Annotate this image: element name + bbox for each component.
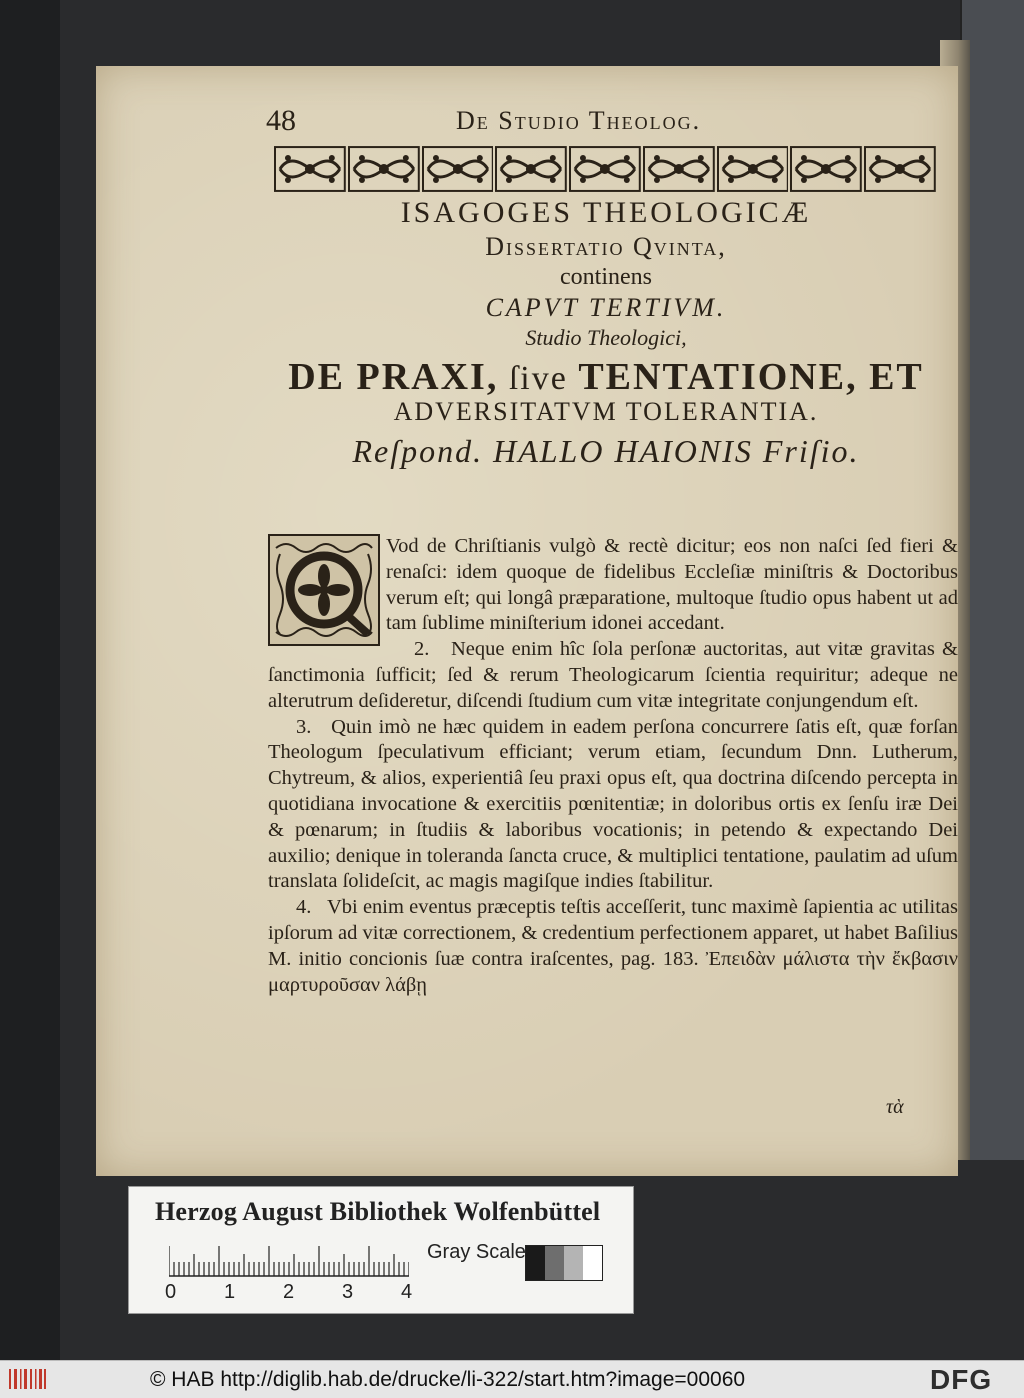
title-line-dissertatio: Dissertatio Qvinta, <box>485 232 727 261</box>
ruler-number: 4 <box>401 1281 413 1303</box>
title-line-de-praxi <box>266 355 946 399</box>
title-line-studio: Studio Theologici, <box>525 325 687 350</box>
library-name: Herzog August Bibliothek Wolfenbüttel <box>155 1197 601 1226</box>
paragraph-1-text: Vod de Chriſtianis vulgò & rectè dicitur; eos non naſci ſed fieri & renaſci: idem quoque de fidelibus Eccleſiæ miniſtris & Doctoribus verum eſt; qui longâ præparatione, multoque ſtudio opus habent ut ad tam ſublime miniſterium idonei accedant. <box>386 535 958 635</box>
drop-cap-q-icon <box>268 534 380 646</box>
footer-copyright-link[interactable]: © HAB http://diglib.hab.de/drucke/li-322/start.htm?image=00060 <box>150 1368 746 1391</box>
ornament-tile-icon <box>348 146 420 192</box>
scan-background-left <box>0 0 60 1360</box>
ruler-number: 0 <box>165 1281 177 1303</box>
title-de-praxi: DE PRAXI, <box>288 356 499 398</box>
title-block <box>266 192 946 470</box>
running-head-title: De Studio Theolog. <box>456 106 702 135</box>
ornament-tile-icon <box>274 146 346 192</box>
paragraph-2 <box>268 637 958 714</box>
running-head <box>266 104 946 144</box>
paragraph-2-number: 2. <box>414 638 430 661</box>
title-line-respondent: Reſpond. HALLO HAIONIS Friſio. <box>352 433 860 469</box>
gray-swatch <box>583 1246 602 1280</box>
footer-bar <box>0 1360 1024 1398</box>
book-page <box>96 66 958 1176</box>
title-tentatione: TENTATIONE, ET <box>578 356 924 398</box>
ornament-tile-icon <box>717 146 789 192</box>
paragraph-4-number: 4. <box>296 896 312 919</box>
title-line-continens: continens <box>560 264 652 290</box>
gray-scale-swatches <box>525 1245 603 1281</box>
paragraph-3-text: Quin imò ne hæc quidem in eadem perſona concurrere ſatis eſt, quæ forſan Theologum ſpeculativum efficiant; verum etiam, ſecundum Dnn. Lutherum, Chytreum, & alios, experientiâ ſeu praxi opus eſt, qua doctrina diſcendo percepta in quotidiana invocatione & exercitiis pœnitentiæ; in doloribus ortis ex ſenſu iræ Dei & pœnarum; in ſtudiis & laboribus vocationis; in petendo & expectando Dei auxilio; denique in toleranda ſancta cruce, & multiplici tentatione, paulatim ad uſum translata ſolideſcit, ac magis magiſque indies ſtabilitur. <box>268 715 958 893</box>
ruler-icon <box>169 1243 409 1277</box>
gray-swatch <box>564 1246 583 1280</box>
gray-scale-label: Gray Scale <box>427 1241 526 1263</box>
page-number: 48 <box>266 104 296 137</box>
paragraph-3 <box>268 715 958 896</box>
title-line-caput: CAPVT TERTIVM. <box>485 293 727 322</box>
title-sive: ſive <box>498 360 579 397</box>
title-line-adversitatum: ADVERSITATVM TOLERANTIA. <box>393 397 819 426</box>
paragraph-3-number: 3. <box>296 715 312 738</box>
ornament-tile-icon <box>643 146 715 192</box>
paragraph-2-text: Neque enim hîc ſola perſonæ auctoritas, aut vitæ gravitas & ſanctimonia ſufficit; ſed & rerum Theologicarum ſcientia requiritur; adeque ne alterutrum deſideretur, diſcendi ſtudium cum vitæ integritate conjungendum eſt. <box>268 638 958 712</box>
ruler-number: 3 <box>342 1281 354 1303</box>
gray-swatch <box>545 1246 564 1280</box>
catchword: τὰ <box>886 1096 904 1118</box>
paragraph-4 <box>268 895 958 998</box>
ornament-tile-icon <box>422 146 494 192</box>
ornament-tile-icon <box>569 146 641 192</box>
ornament-tile-icon <box>864 146 936 192</box>
ruler-number: 1 <box>224 1281 236 1303</box>
ornament-tile-icon <box>495 146 567 192</box>
gray-swatch <box>526 1246 545 1280</box>
ornament-tile-icon <box>790 146 862 192</box>
ornament-band <box>274 146 936 192</box>
barcode-icon <box>8 1367 48 1391</box>
ruler-number: 2 <box>283 1281 295 1303</box>
dfg-logo: DFG <box>930 1364 993 1395</box>
paragraph-4-text: Vbi enim eventus præceptis teſtis acceſſerit, tunc maximè ſapientia ac utilitas ipſorum ad vitæ correctionem, & credentium perfectionem apparet, ut habet Baſilius M. initio concionis ſuæ contra iraſcentes, pag. 183. Ἐπειδὰν μάλιστα τὴν ἔκβασιν μαρτυροῦσαν λάβῃ <box>268 896 958 996</box>
title-line-isagoges: ISAGOGES THEOLOGICÆ <box>400 196 812 229</box>
body-text <box>268 534 958 998</box>
ruler-numbers <box>165 1281 425 1307</box>
color-checker-card <box>128 1186 634 1314</box>
